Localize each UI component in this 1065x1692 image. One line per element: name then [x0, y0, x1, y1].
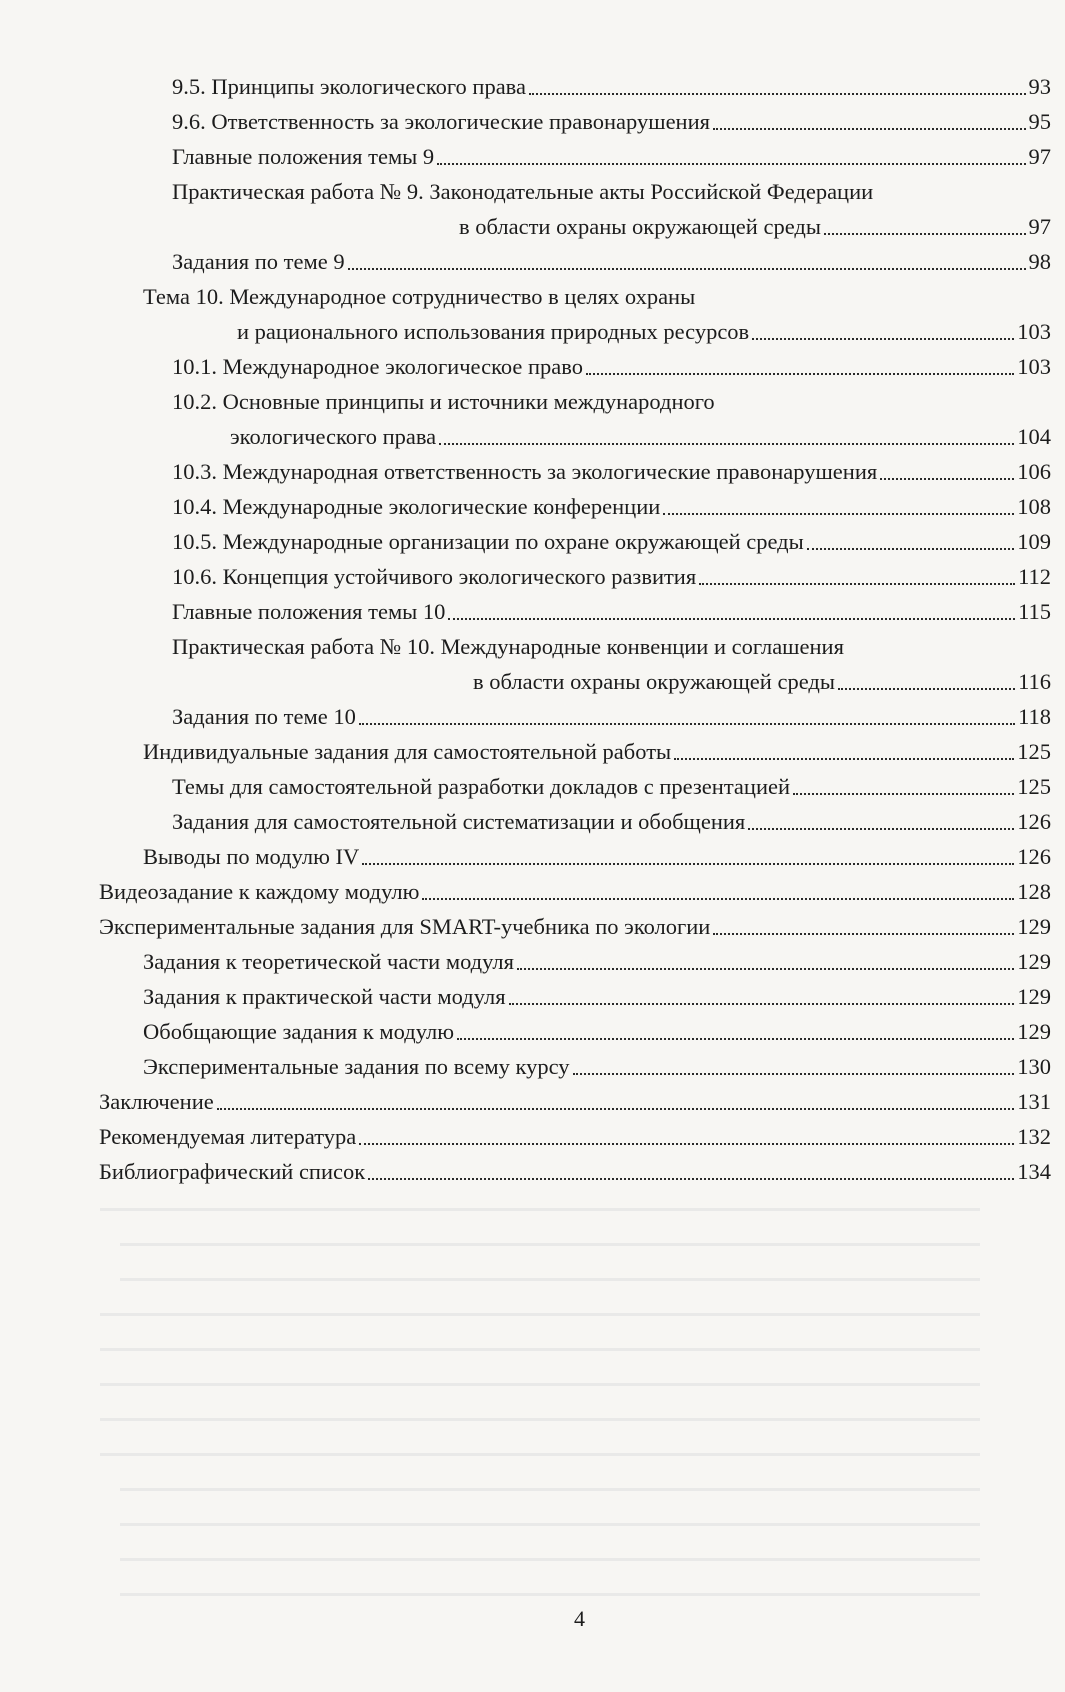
toc-entry [172, 488, 1051, 522]
toc-entry-page: 131 [1017, 1089, 1051, 1114]
dot-leader [348, 268, 1026, 270]
toc-entry [143, 838, 1051, 872]
toc-entry [172, 803, 1051, 837]
toc-entry-page: 108 [1017, 494, 1051, 519]
toc-entry-title: и рационального использования природных ресурсов [237, 319, 750, 344]
dot-leader [663, 513, 1014, 515]
dot-leader [713, 933, 1014, 935]
dot-leader [509, 1003, 1015, 1005]
toc-entry-title: Обобщающие задания к модулю [143, 1019, 455, 1044]
toc-entry-page: 103 [1017, 354, 1051, 379]
toc-entry-page: 129 [1017, 949, 1051, 974]
toc-entry [143, 1013, 1051, 1047]
toc-entry-page: 125 [1017, 739, 1051, 764]
dot-leader [217, 1108, 1015, 1110]
dot-leader [439, 443, 1014, 445]
toc-entry-page: 126 [1017, 809, 1051, 834]
toc-entry-page: 109 [1017, 529, 1051, 554]
dot-leader [573, 1073, 1015, 1075]
toc-entry-heading: 10.2. Основные принципы и источники международного [172, 389, 715, 414]
dot-leader [448, 618, 1015, 620]
toc-entry [172, 103, 1051, 137]
dot-leader [807, 548, 1015, 550]
page-number: 4 [574, 1606, 585, 1631]
toc-entry [172, 558, 1051, 592]
toc-entry [172, 523, 1051, 557]
toc-entry-heading: Практическая работа № 9. Законодательные акты Российской Федерации [172, 179, 874, 204]
dot-leader [752, 338, 1014, 340]
toc-entry [172, 68, 1051, 102]
toc-entry-page: 93 [1028, 74, 1051, 99]
show-through-line [120, 1523, 980, 1526]
toc-entry-title: Экспериментальные задания для SMART-учебника по экологии [99, 914, 711, 939]
toc-entry [99, 1153, 1051, 1187]
toc-entry [172, 698, 1051, 732]
toc-entry [99, 1083, 1051, 1117]
toc-entry [172, 453, 1051, 487]
dot-leader [674, 758, 1014, 760]
toc-entry [143, 943, 1051, 977]
dot-leader [368, 1178, 1014, 1180]
dot-leader [748, 828, 1014, 830]
toc-entry-title: 10.4. Международные экологические конференции [172, 494, 661, 519]
toc-entry-page: 126 [1017, 844, 1051, 869]
dot-leader [517, 968, 1014, 970]
toc-entry [143, 1048, 1051, 1082]
toc-entry-title: 10.5. Международные организации по охране окружающей среды [172, 529, 804, 554]
dot-leader [359, 1143, 1014, 1145]
show-through-line [120, 1243, 980, 1246]
show-through-line [120, 1488, 980, 1491]
dot-leader [457, 1038, 1014, 1040]
toc-entry-page: 97 [1028, 144, 1051, 169]
toc-entry-title: экологического права [230, 424, 437, 449]
toc-entry-page: 128 [1017, 879, 1051, 904]
toc-entry-page: 106 [1017, 459, 1051, 484]
toc-entry-page: 97 [1028, 214, 1051, 239]
show-through-line [100, 1418, 980, 1421]
toc-entry-page: 129 [1017, 984, 1051, 1009]
dot-leader [529, 93, 1026, 95]
toc-entry-title: Задания для самостоятельной систематизации и обобщения [172, 809, 746, 834]
dot-leader [880, 478, 1014, 480]
toc-entry-title: Задания по теме 9 [172, 249, 345, 274]
toc-entry [172, 243, 1051, 277]
toc-entry-title: Заключение [99, 1089, 214, 1114]
dot-leader [437, 163, 1025, 165]
toc-entry-title: Видеозадание к каждому модулю [99, 879, 420, 904]
toc-entry-title: Выводы по модулю IV [143, 844, 360, 869]
show-through-line [100, 1208, 980, 1211]
toc-entry [473, 663, 1051, 697]
toc-entry [172, 768, 1051, 802]
toc-entry-page: 134 [1017, 1159, 1051, 1184]
toc-entry [172, 138, 1051, 172]
show-through-line [100, 1313, 980, 1316]
toc-entry-title: Библиографический список [99, 1159, 366, 1184]
dot-leader [359, 723, 1015, 725]
dot-leader [824, 233, 1026, 235]
toc-entry-page: 132 [1017, 1124, 1051, 1149]
dot-leader [793, 793, 1014, 795]
toc-entry-title: 9.6. Ответственность за экологические правонарушения [172, 109, 710, 134]
toc-entry [172, 348, 1051, 382]
show-through-line [120, 1558, 980, 1561]
toc-entry-page: 103 [1017, 319, 1051, 344]
dot-leader [586, 373, 1014, 375]
toc-entry-title: Задания к практической части модуля [143, 984, 506, 1009]
toc-entry-title: Рекомендуемая литература [99, 1124, 357, 1149]
toc-entry-title: Главные положения темы 10 [172, 599, 446, 624]
toc-entry-page: 125 [1017, 774, 1051, 799]
dot-leader [699, 583, 1015, 585]
toc-entry-page: 112 [1018, 564, 1051, 589]
dot-leader [422, 898, 1014, 900]
toc-entry-page: 116 [1018, 669, 1051, 694]
toc-entry-title: в области охраны окружающей среды [459, 214, 821, 239]
dot-leader [362, 863, 1014, 865]
toc-entry-title: 10.3. Международная ответственность за экологические правонарушения [172, 459, 878, 484]
toc-entry-heading: Тема 10. Международное сотрудничество в целях охраны [143, 284, 696, 309]
toc-entry-title: Экспериментальные задания по всему курсу [143, 1054, 570, 1079]
toc-entry-page: 129 [1017, 914, 1051, 939]
show-through-line [120, 1593, 980, 1596]
toc-entry-title: 10.1. Международное экологическое право [172, 354, 583, 379]
dot-leader [713, 128, 1026, 130]
toc-entry-page: 104 [1017, 424, 1051, 449]
toc-entry [230, 418, 1051, 452]
toc-entry-heading: Практическая работа № 10. Международные конвенции и соглашения [172, 634, 844, 659]
toc-entry [99, 908, 1051, 942]
toc-entry-title: Главные положения темы 9 [172, 144, 435, 169]
toc-entry-page: 118 [1018, 704, 1051, 729]
toc-entry-title: 9.5. Принципы экологического права [172, 74, 526, 99]
toc-entry [459, 208, 1051, 242]
toc-entry-page: 130 [1017, 1054, 1051, 1079]
dot-leader [838, 688, 1015, 690]
toc-entry-title: Задания по теме 10 [172, 704, 356, 729]
toc-entry [172, 593, 1051, 627]
toc-entry-page: 129 [1017, 1019, 1051, 1044]
toc-entry-title: в области охраны окружающей среды [473, 669, 835, 694]
toc-entry-page: 98 [1028, 249, 1051, 274]
toc-entry [99, 1118, 1051, 1152]
toc-entry-page: 95 [1028, 109, 1051, 134]
show-through-line [100, 1453, 980, 1456]
show-through-line [100, 1348, 980, 1351]
show-through-line [100, 1383, 980, 1386]
toc-entry [143, 978, 1051, 1012]
toc-entry-page: 115 [1018, 599, 1051, 624]
show-through-line [120, 1278, 980, 1281]
toc-entry-title: Задания к теоретической части модуля [143, 949, 514, 974]
toc-entry-title: Темы для самостоятельной разработки докладов с презентацией [172, 774, 791, 799]
toc-entry [143, 733, 1051, 767]
toc-entry-title: 10.6. Концепция устойчивого экологического развития [172, 564, 697, 589]
toc-entry-title: Индивидуальные задания для самостоятельной работы [143, 739, 672, 764]
toc-entry [99, 873, 1051, 907]
toc-entry [237, 313, 1051, 347]
